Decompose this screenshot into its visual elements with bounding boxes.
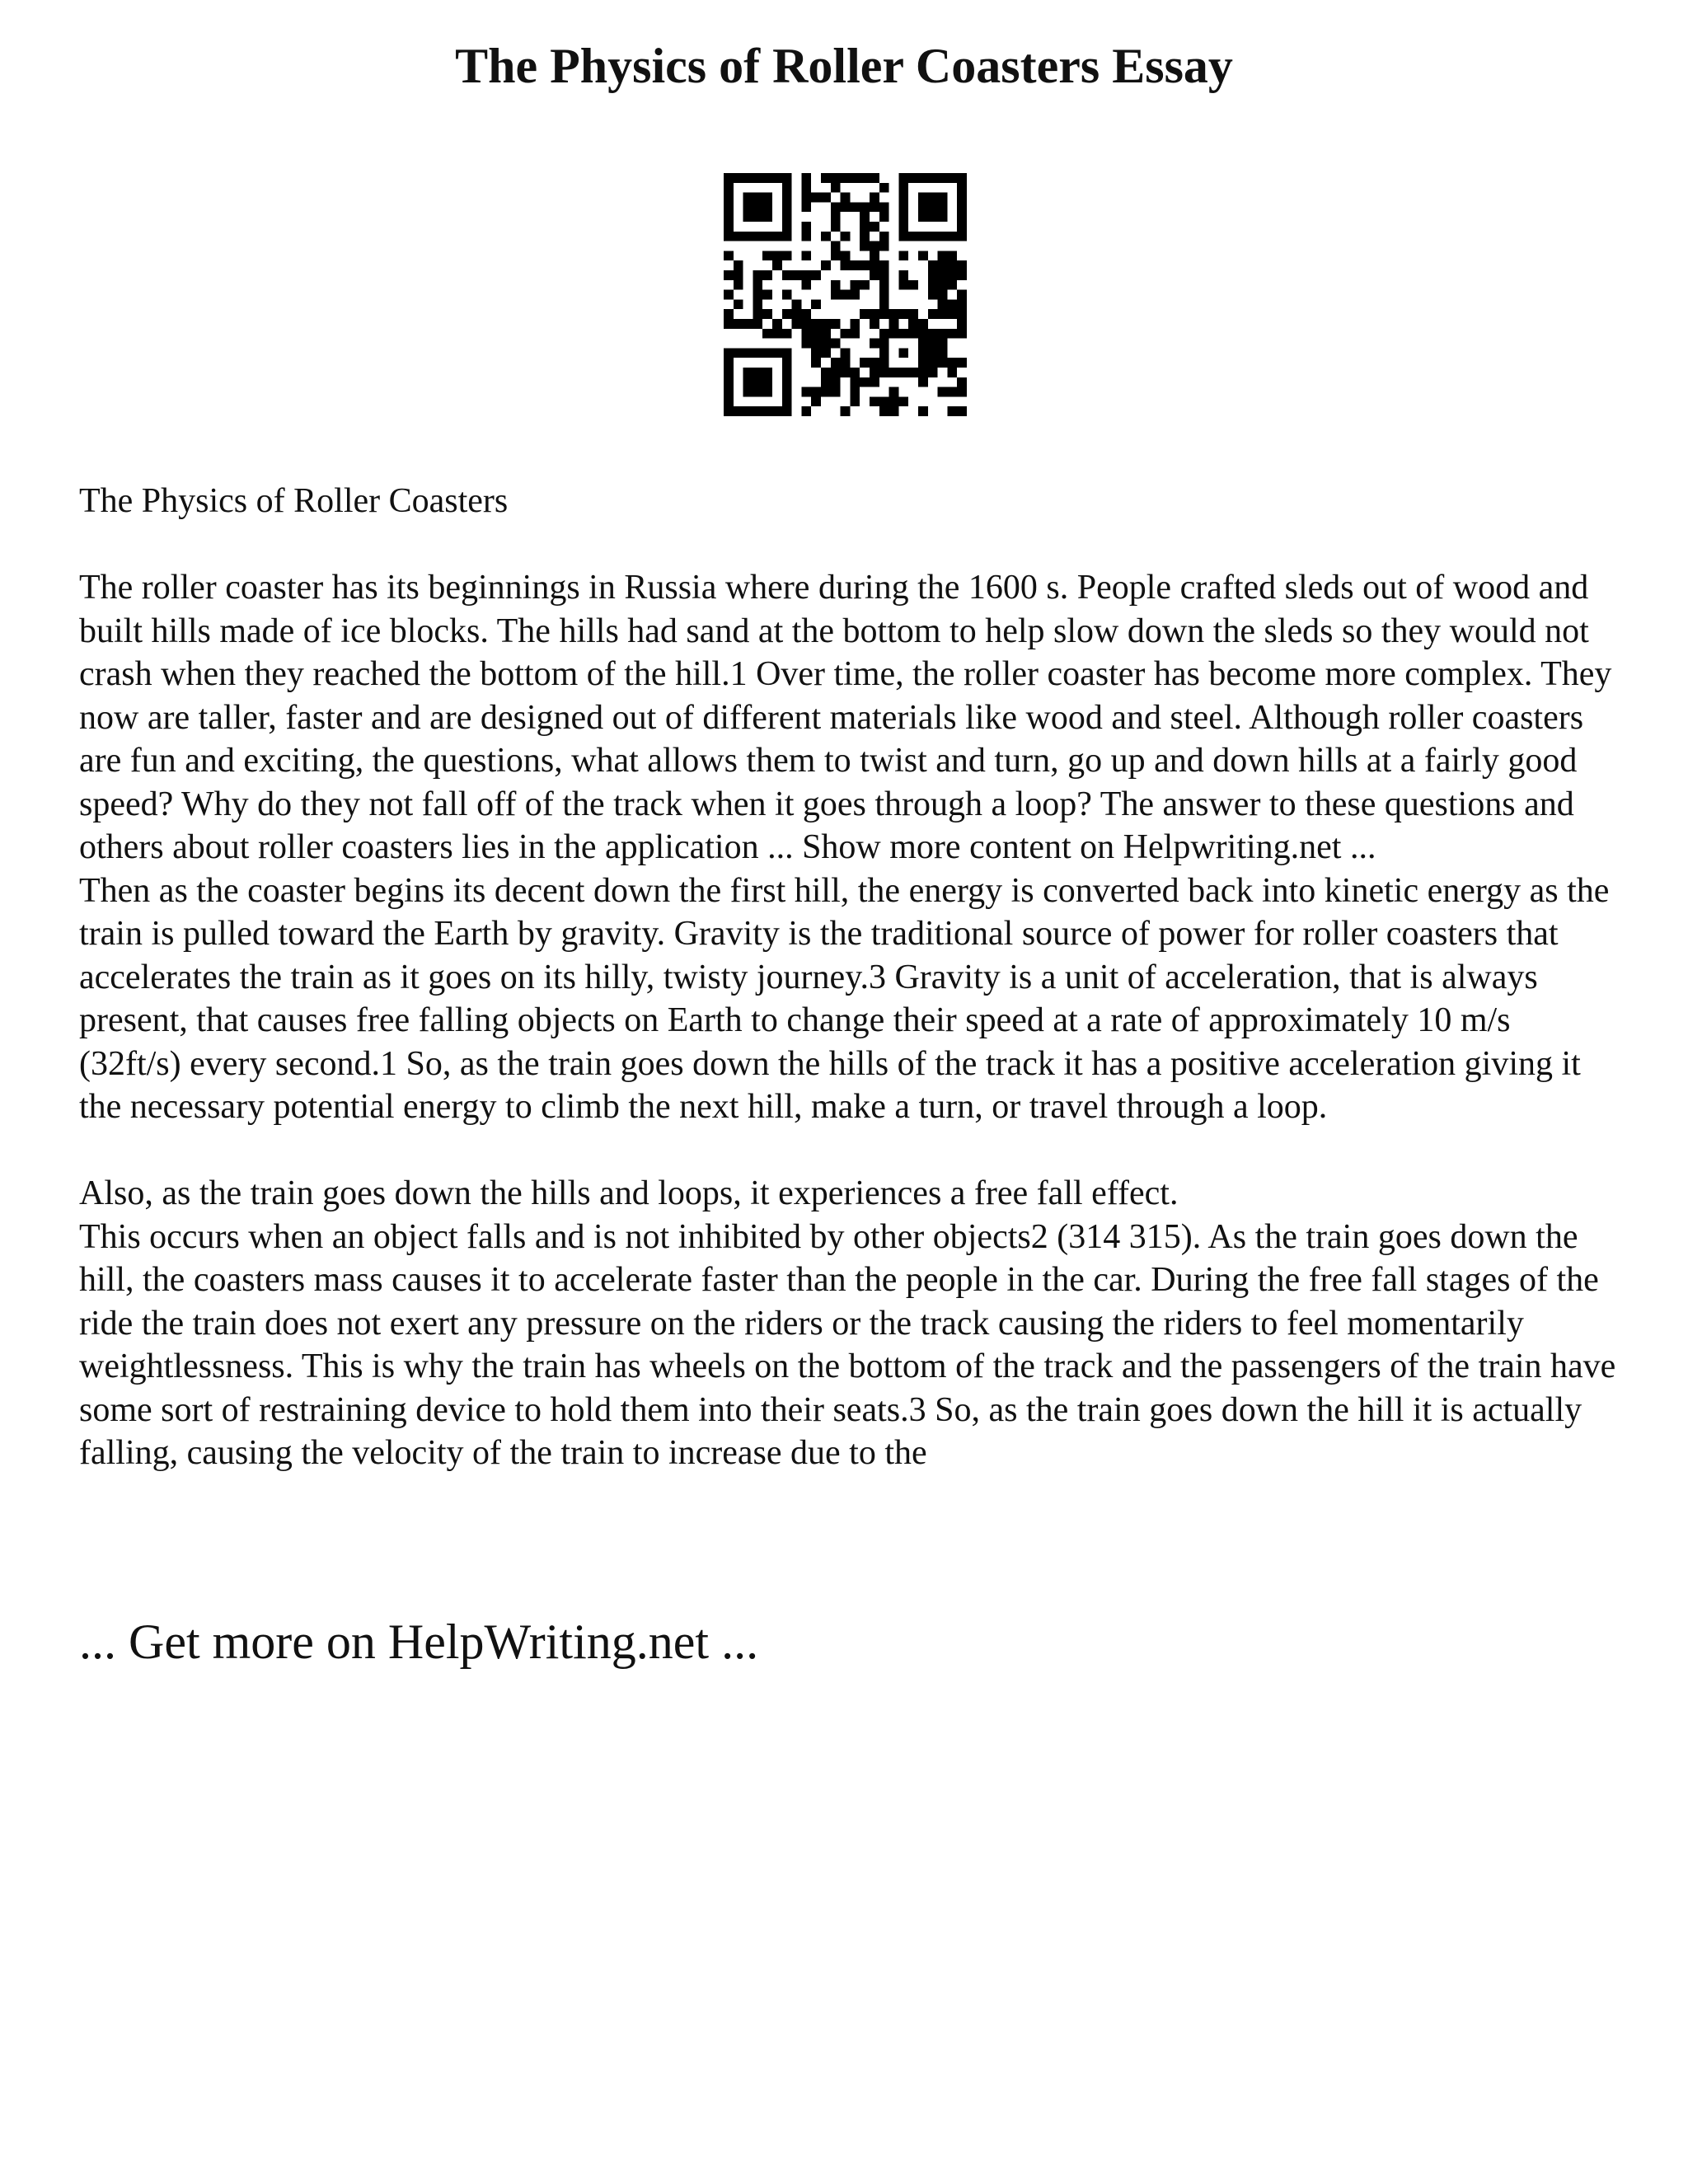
paragraph-2: Then as the coaster begins its decent down the first hill, the energy is converted back into kinetic energy as the train is pulled toward the Earth by gravity. Gravity is the traditional source of power for roller coasters that accelerates the train as it goes on its hilly, twisty journey.3 Gravity is a unit of acceleration, that is always present, that causes free falling objects on Earth to change their speed at a rate of approximately 10 m/s (32ft/s) every second.1 So, as the train goes down the hills of the track it has a positive acceleration giving it the necessary potential energy to climb the next hill, make a turn, or travel through a loop.: [79, 871, 1610, 1126]
paragraph-4: This occurs when an object falls and is not inhibited by other objects2 (314 315). As the train goes down the hill, the coasters mass causes it to accelerate faster than the people in the car. During the free fall stages of the ride the train does not exert any pressure on the riders or the track causing the riders to feel momentarily weightlessness. This is why the train has wheels on the bottom of the track and the passengers of the train have some sort of restraining device to hold them into their seats.3 So, as the train goes down the hill it is actually falling, causing the velocity of the train to increase due to the: [79, 1217, 1616, 1472]
get-more-link[interactable]: ... Get more on HelpWriting.net ...: [79, 1615, 759, 1669]
essay-body: [79, 480, 1620, 1475]
qr-code-icon[interactable]: [724, 173, 967, 416]
paragraph-gap: [79, 523, 1620, 567]
paragraph-3: Also, as the train goes down the hills and loops, it experiences a free fall effect.: [79, 1174, 1179, 1212]
paragraph-1: The roller coaster has its beginnings in Russia where during the 1600 s. People crafted sleds out of wood and built hills made of ice blocks. The hills had sand at the bottom to help slow down the sleds so they would not crash when they reached the bottom of the hill.1 Over time, the roller coaster has become more complex. They now are taller, faster and are designed out of different materials like wood and steel. Although roller coasters are fun and exciting, the questions, what allows them to twist and turn, go up and down hills at a fairly good speed? Why do they not fall off of the track when it goes through a loop? The answer to these questions and others about roller coasters lies in the application ... Show more content on Helpwriting.net ...: [79, 569, 1612, 866]
paragraph-gap: [79, 1129, 1620, 1173]
essay-subtitle: The Physics of Roller Coasters: [79, 482, 509, 520]
page-title: The Physics of Roller Coasters Essay: [455, 39, 1233, 93]
